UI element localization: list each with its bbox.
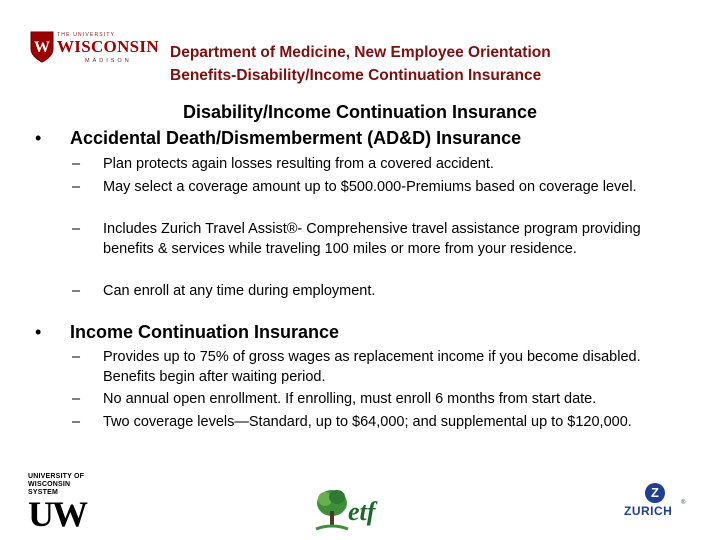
list-item <box>72 154 662 174</box>
dash-marker: – <box>72 414 81 430</box>
dash-marker: – <box>72 179 81 195</box>
zurich-mark-icon: Z <box>645 483 665 503</box>
zurich-logo <box>624 483 694 523</box>
uw-system-line1: UNIVERSITY OF <box>28 473 85 480</box>
header-title-line1: Department of Medicine, New Employee Orientation <box>170 44 551 61</box>
uw-system-mark: UW <box>28 494 86 534</box>
list-item-text: Two coverage levels—Standard, up to $64,000; and supplemental up to $120,000. <box>103 414 632 430</box>
section-title-add: Accidental Death/Dismemberment (AD&D) Insurance <box>70 128 522 148</box>
section-title-income: Income Continuation Insurance <box>70 322 340 342</box>
dash-marker: – <box>72 349 81 365</box>
dash-marker: – <box>72 391 81 407</box>
svg-text:W: W <box>34 39 50 56</box>
zurich-registered-mark: ® <box>681 500 686 506</box>
zurich-wordmark: ZURICH <box>624 504 673 518</box>
list-item <box>72 219 662 259</box>
list-item <box>72 347 662 387</box>
list-item <box>72 412 662 432</box>
etf-wordmark: etf <box>348 497 376 526</box>
header-title-line2: Benefits-Disability/Income Continuation Insurance <box>170 67 542 84</box>
etf-logo <box>312 487 402 537</box>
uw-system-logo <box>28 473 88 534</box>
tree-icon <box>312 487 352 535</box>
uw-madison-logo <box>30 28 160 70</box>
dash-marker: – <box>72 221 81 237</box>
uw-crest-icon <box>30 31 54 63</box>
list-item-text: No annual open enrollment. If enrolling, must enroll 6 months from start date. <box>103 391 597 407</box>
logo-small-text: THE UNIVERSITY <box>57 32 116 38</box>
list-item-text: Can enroll at any time during employment. <box>103 283 376 299</box>
bullet-marker: • <box>35 128 42 148</box>
page-title: Disability/Income Continuation Insurance <box>182 102 538 122</box>
list-item-text: Plan protects again losses resulting from a covered accident. <box>103 156 494 172</box>
dash-marker: – <box>72 156 81 172</box>
uw-system-line2: WISCONSIN SYSTEM <box>28 481 71 496</box>
list-item <box>72 281 662 301</box>
dash-marker: – <box>72 283 81 299</box>
list-item <box>72 177 662 197</box>
list-item-text: May select a coverage amount up to $500.000-Premiums based on coverage level. <box>103 179 637 195</box>
header-title <box>170 41 551 87</box>
logo-wordmark: WISCONSIN <box>57 37 159 56</box>
list-item <box>72 389 662 409</box>
list-item-text: Includes Zurich Travel Assist®- Comprehensive travel assistance program providing benefits & services while traveling 100 miles or more from your residence. <box>103 221 641 257</box>
bullet-marker: • <box>35 322 42 342</box>
list-item-text: Provides up to 75% of gross wages as replacement income if you become disabled. Benefits begin after waiting period. <box>103 349 641 385</box>
logo-city: MADISON <box>85 58 132 64</box>
